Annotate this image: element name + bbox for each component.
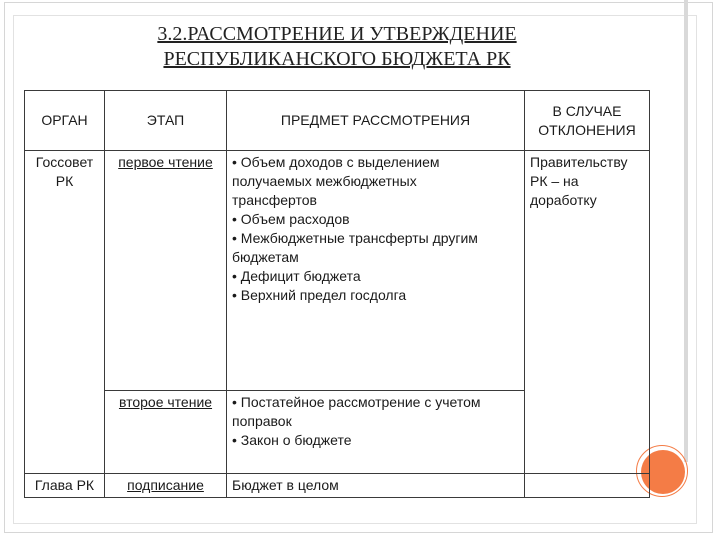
cell-organ-glava: Глава РК	[25, 474, 105, 498]
organ-line: Госсовет	[35, 154, 94, 170]
otkl-line: доработку	[530, 192, 597, 208]
cell-etap-first-reading	[105, 151, 227, 391]
etap-label: первое чтение	[118, 154, 213, 170]
header-predmet: ПРЕДМЕТ РАССМОТРЕНИЯ	[227, 91, 525, 151]
cell-organ-gossovet	[25, 151, 105, 474]
etap-label: подписание	[127, 477, 204, 493]
cell-etap-second-reading	[105, 391, 227, 474]
list-item: • Постатейное рассмотрение с учетом	[232, 394, 481, 410]
cell-predmet-first-reading	[227, 151, 525, 391]
header-etap: ЭТАП	[105, 91, 227, 151]
list-item: поправок	[232, 413, 292, 429]
slide-title-line1: 3.2.РАССМОТРЕНИЕ И УТВЕРЖДЕНИЕ	[157, 23, 517, 45]
header-otklonenie	[525, 91, 650, 151]
list-item: получаемых межбюджетных	[232, 173, 417, 189]
list-item: • Дефицит бюджета	[232, 268, 361, 284]
table-header-row	[25, 91, 650, 151]
organ-line: РК	[55, 173, 74, 189]
list-item: • Объем расходов	[232, 211, 350, 227]
etap-label: второе чтение	[118, 394, 213, 410]
slide-title	[92, 22, 582, 72]
cell-predmet-second-reading	[227, 391, 525, 474]
header-organ: ОРГАН	[25, 91, 105, 151]
cell-otklonenie-empty	[525, 474, 650, 498]
list-item: • Объем доходов с выделением	[232, 154, 440, 170]
header-otklonenie-line2: ОТКЛОНЕНИЯ	[538, 121, 636, 138]
list-item: • Межбюджетные трансферты другим	[232, 230, 478, 246]
decorative-rail	[684, 0, 688, 462]
cell-predmet-signing: Бюджет в целом	[227, 474, 525, 498]
budget-review-table	[24, 90, 650, 498]
list-item: • Верхний предел госдолга	[232, 287, 407, 303]
header-otklonenie-line1: В СЛУЧАЕ	[552, 102, 622, 119]
list-item: трансфертов	[232, 192, 317, 208]
cell-etap-signing	[105, 474, 227, 498]
cell-otklonenie-gossovet	[525, 151, 650, 474]
otkl-line: РК – на	[530, 173, 579, 189]
table-row	[25, 151, 650, 391]
otkl-line: Правительству	[530, 154, 628, 170]
list-item: бюджетам	[232, 249, 299, 265]
table-row	[25, 474, 650, 498]
list-item: • Закон о бюджете	[232, 432, 352, 448]
slide-title-line2: РЕСПУБЛИКАНСКОГО БЮДЖЕТА РК	[163, 48, 511, 70]
